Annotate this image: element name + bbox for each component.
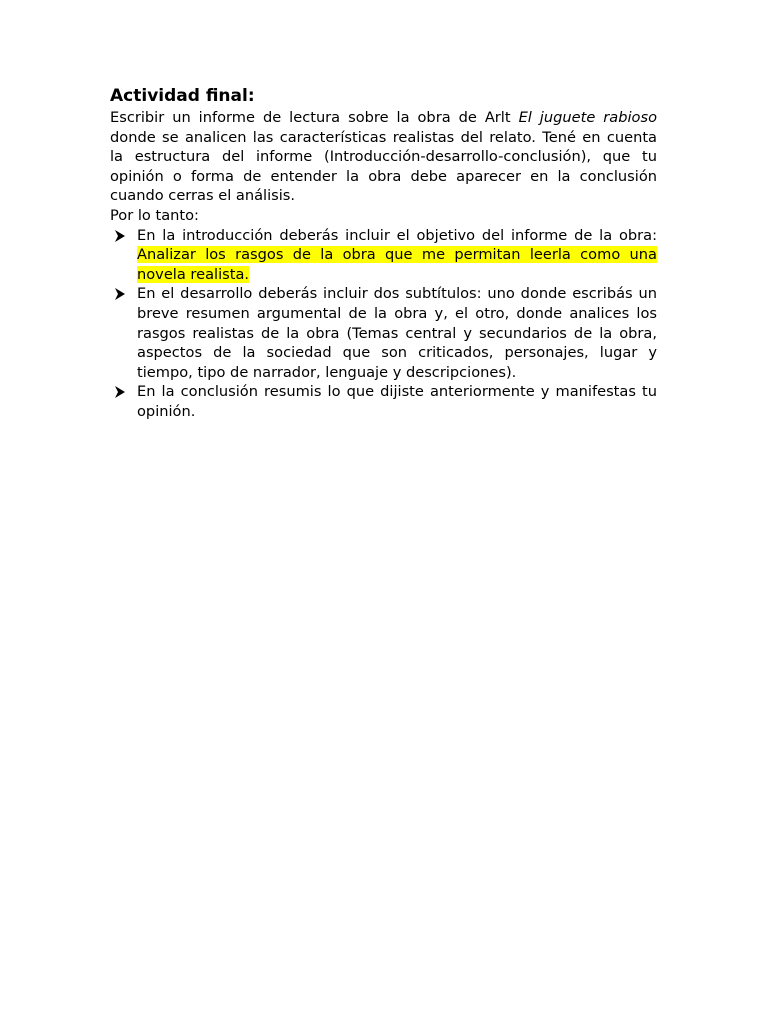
list-item [110,284,657,382]
instruction-list [110,226,657,422]
arrowhead-bullet-icon [114,386,126,398]
highlighted-objective: Analizar los rasgos de la obra que me permitan leerla como una novela realista. [137,246,657,283]
bullet-text-introduction: En la introducción deberás incluir el objetivo del informe de la obra: [137,226,657,244]
bullet-text-development: En el desarrollo deberás incluir dos subtítulos: uno donde escribás un breve resumen argumental de la obra y, el otro, donde analices los rasgos realistas de la obra (Temas central y secundarios de la obra, aspectos de la sociedad que son criticados, personajes, lugar y tiempo, tipo de narrador, lenguaje y descripciones). [137,285,657,381]
lead-text: Por lo tanto: [110,206,199,224]
document-page [110,84,657,422]
intro-text-before: Escribir un informe de lectura sobre la obra de Arlt [110,109,519,126]
work-title: El juguete rabioso [518,109,658,126]
arrowhead-bullet-icon [114,288,126,300]
intro-paragraph [110,108,657,206]
arrowhead-bullet-icon [114,230,126,242]
activity-title: Actividad final: [110,86,255,106]
list-item [110,382,657,421]
intro-text-after: donde se analicen las características realistas del relato. Tené en cuenta la estructura del informe (Introducción-desarrollo-conclusión), que tu opinión o forma de entender la obra debe aparecer en la conclusión cuando cerras el análisis. [110,128,657,205]
list-item [110,226,657,285]
bullet-text-conclusion: En la conclusión resumis lo que dijiste anteriormente y manifestas tu opinión. [137,383,657,420]
